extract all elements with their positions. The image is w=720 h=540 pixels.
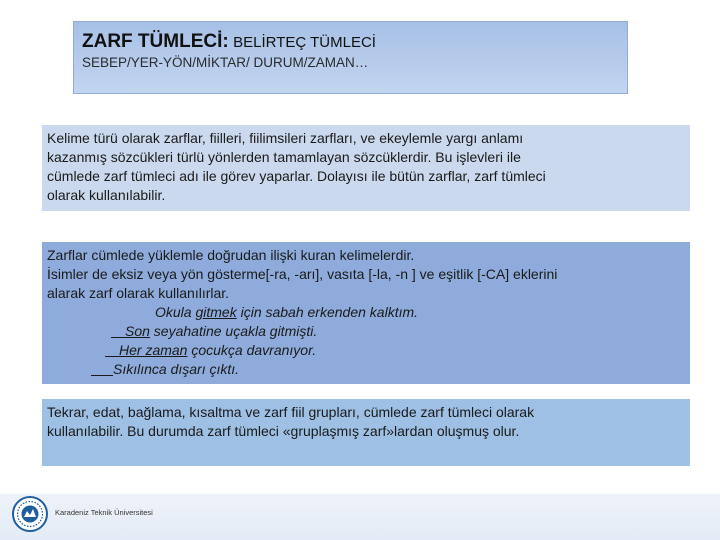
example-post: seyahatine uçakla gitmişti. bbox=[149, 323, 318, 339]
blank-line bbox=[91, 375, 113, 376]
title-line bbox=[82, 31, 376, 53]
blank-line bbox=[105, 356, 119, 357]
groups-panel bbox=[42, 399, 690, 466]
text-line: kullanılabilir. Bu durumda zarf tümleci «gruplaşmış zarf»lardan oluşmuş olur. bbox=[47, 423, 520, 439]
text-line: olarak kullanılabilir. bbox=[47, 187, 166, 203]
example-sentence bbox=[47, 341, 685, 360]
text-line: İsimler de eksiz veya yön gösterme[-ra, -arı], vasıta [-la, -n ] ve eşitlik [-CA] eklerini bbox=[47, 266, 558, 282]
title-main: ZARF TÜMLECİ: bbox=[82, 31, 229, 52]
definition-panel bbox=[42, 125, 690, 211]
title-inline: BELİRTEÇ TÜMLECİ bbox=[233, 34, 376, 51]
text-line: kazanmış sözcükleri türlü yönlerden tamamlayan sözcüklerdir. Bu işlevleri ile bbox=[47, 149, 521, 165]
example-underlined: Her zaman bbox=[119, 342, 188, 358]
example-post: Sıkılınca dışarı çıktı. bbox=[113, 361, 240, 377]
text-line: Tekrar, edat, bağlama, kısaltma ve zarf fiil grupları, cümlede zarf tümleci olarak bbox=[47, 404, 535, 420]
institution-name: Karadeniz Teknik Üniversitesi bbox=[55, 508, 153, 517]
university-logo-icon bbox=[12, 496, 48, 532]
example-post: için sabah erkenden kalktım. bbox=[236, 304, 419, 320]
subtitle: SEBEP/YER-YÖN/MİKTAR/ DURUM/ZAMAN… bbox=[82, 55, 369, 70]
example-post: çocukça davranıyor. bbox=[187, 342, 317, 358]
text-line: alarak zarf olarak kullanılırlar. bbox=[47, 285, 230, 301]
example-underlined: Son bbox=[125, 323, 150, 339]
title-box bbox=[73, 21, 628, 94]
footer-bar bbox=[0, 494, 720, 540]
blank-line bbox=[111, 337, 125, 338]
example-sentence bbox=[47, 360, 685, 379]
text-line: Kelime türü olarak zarflar, fiilleri, fiilimsileri zarfları, ve ekeylemle yargı anlamı bbox=[47, 130, 524, 146]
text-line: cümlede zarf tümleci adı ile görev yaparlar. Dolayısı ile bütün zarflar, zarf tümleci bbox=[47, 168, 546, 184]
example-pre: Okula bbox=[155, 304, 196, 320]
example-underlined: gitmek bbox=[195, 304, 237, 320]
examples-panel bbox=[42, 242, 690, 384]
example-sentence bbox=[47, 322, 685, 341]
text-line: Zarflar cümlede yüklemle doğrudan ilişki kuran kelimelerdir. bbox=[47, 247, 415, 263]
example-sentence bbox=[47, 303, 685, 322]
